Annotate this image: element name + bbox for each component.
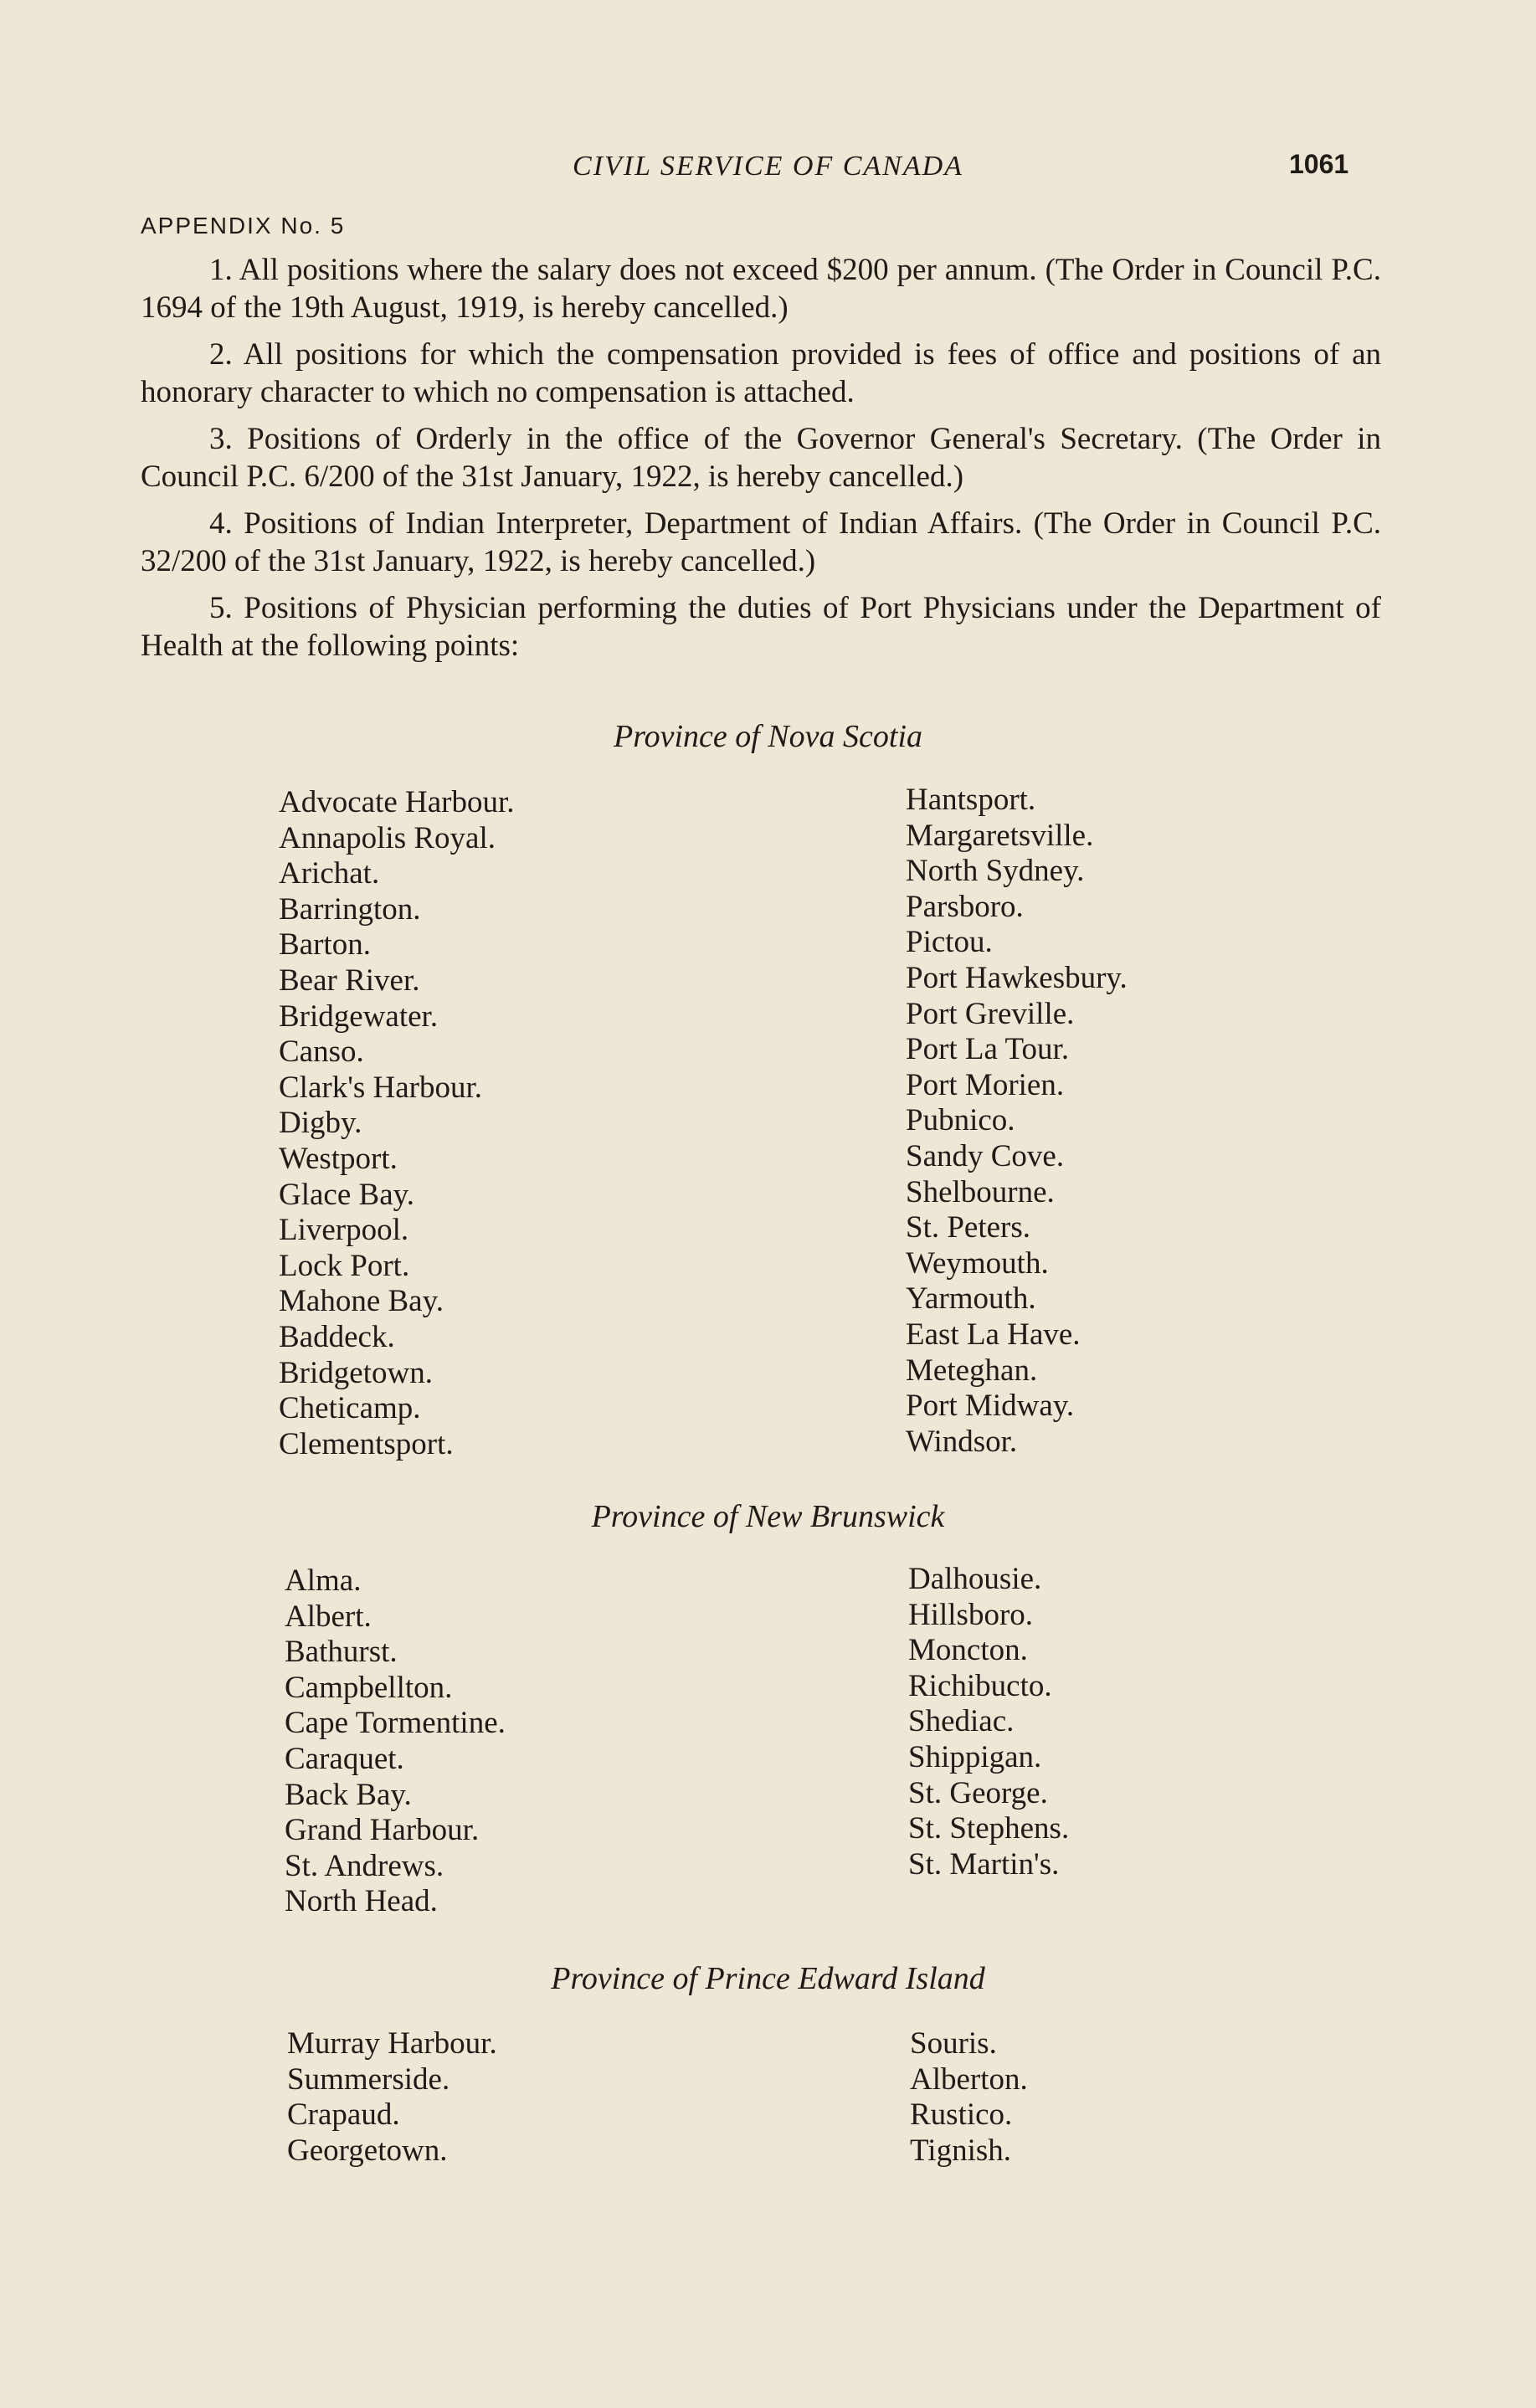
place-name: Bathurst.: [285, 1635, 398, 1670]
place-name: Cape Tormentine.: [285, 1706, 506, 1741]
place-name: Sandy Cove.: [906, 1138, 1065, 1173]
place-name: Clementsport.: [279, 1426, 454, 1461]
place-name: Liverpool.: [279, 1213, 409, 1248]
place-name: Pictou.: [906, 925, 993, 960]
place-name: Meteghan.: [906, 1353, 1038, 1388]
place-name: Mahone Bay.: [279, 1284, 444, 1319]
place-name: St. George.: [908, 1775, 1048, 1810]
place-name: St. Martin's.: [908, 1846, 1060, 1882]
place-name: Alma.: [285, 1563, 362, 1598]
place-name: Arichat.: [279, 856, 380, 891]
place-name: Caraquet.: [285, 1741, 404, 1776]
place-name: Moncton.: [908, 1633, 1028, 1668]
place-name: Bridgetown.: [279, 1355, 433, 1390]
place-name: Digby.: [279, 1106, 362, 1141]
paragraph-1: 1. All positions where the salary does not exceed $200 per annum. (The Order in Council P.C. 1694 of the 19th August, 1919, is hereby cancelled.): [141, 253, 1381, 325]
nova-scotia-left-list: [279, 785, 515, 1462]
place-name: Glace Bay.: [279, 1177, 414, 1212]
place-name: Annapolis Royal.: [279, 820, 496, 855]
place-name: Port La Tour.: [906, 1032, 1070, 1067]
place-name: Bridgewater.: [279, 999, 439, 1034]
place-name: Summerside.: [287, 2061, 450, 2097]
place-name: East La Have.: [906, 1317, 1081, 1352]
section-title-prince-edward-island: Province of Prince Edward Island: [551, 1961, 985, 1996]
place-name: Shelbourne.: [906, 1174, 1055, 1209]
place-name: Westport.: [279, 1141, 398, 1176]
place-name: Albert.: [285, 1599, 372, 1634]
place-name: Port Morien.: [906, 1067, 1065, 1102]
place-name: Hantsport.: [906, 783, 1036, 817]
paragraph-2: 2. All positions for which the compensation provided is fees of office and positions of an honorary character to which no compensation is attached.: [141, 337, 1381, 409]
section-title-new-brunswick: Province of New Brunswick: [591, 1499, 945, 1534]
place-name: Alberton.: [910, 2061, 1028, 2097]
place-name: Back Bay.: [285, 1777, 412, 1812]
place-name: Baddeck.: [279, 1319, 395, 1354]
place-name: Souris.: [910, 2026, 997, 2061]
place-name: Hillsboro.: [908, 1597, 1034, 1632]
place-name: St. Andrews.: [285, 1848, 444, 1883]
place-name: North Head.: [285, 1884, 438, 1919]
place-name: Windsor.: [906, 1424, 1018, 1459]
place-name: North Sydney.: [906, 854, 1085, 889]
place-name: Campbellton.: [285, 1670, 453, 1705]
pei-right-list: [910, 2026, 1028, 2169]
place-name: Tignish.: [910, 2133, 1012, 2168]
place-name: Shippigan.: [908, 1739, 1042, 1774]
place-name: Weymouth.: [906, 1245, 1049, 1281]
nova-scotia-right-list: [906, 783, 1128, 1460]
new-brunswick-left-list: [285, 1563, 506, 1920]
appendix-label: APPENDIX No. 5: [141, 213, 346, 239]
place-name: St. Peters.: [906, 1210, 1031, 1245]
paragraph-3: 3. Positions of Orderly in the office of the Governor General's Secretary. (The Order in Council P.C. 6/200 of the 31st January, 1922, is hereby cancelled.): [141, 422, 1381, 494]
place-name: Parsboro.: [906, 889, 1024, 924]
section-title-nova-scotia: Province of Nova Scotia: [614, 719, 922, 754]
place-name: Port Hawkesbury.: [906, 960, 1128, 995]
place-name: Cheticamp.: [279, 1391, 421, 1426]
place-name: Georgetown.: [287, 2133, 448, 2168]
place-name: Port Greville.: [906, 996, 1075, 1031]
running-head: CIVIL SERVICE OF CANADA: [573, 151, 963, 182]
place-name: Bear River.: [279, 963, 420, 998]
new-brunswick-right-list: [908, 1562, 1069, 1882]
place-name: Rustico.: [910, 2097, 1013, 2133]
place-name: Barrington.: [279, 891, 421, 927]
place-name: Grand Harbour.: [285, 1813, 480, 1848]
pei-left-list: [287, 2026, 497, 2169]
page-number: 1061: [1289, 149, 1349, 179]
place-name: Shediac.: [908, 1704, 1015, 1739]
place-name: Murray Harbour.: [287, 2026, 497, 2061]
body-text: [141, 251, 1381, 674]
place-name: Dalhousie.: [908, 1562, 1042, 1596]
place-name: Yarmouth.: [906, 1281, 1036, 1317]
place-name: Canso.: [279, 1035, 364, 1070]
place-name: Clark's Harbour.: [279, 1070, 483, 1105]
place-name: Port Midway.: [906, 1389, 1075, 1424]
paragraph-5: 5. Positions of Physician performing the duties of Port Physicians under the Department of Health at the following points:: [141, 591, 1381, 663]
paragraph-4: 4. Positions of Indian Interpreter, Department of Indian Affairs. (The Order in Council P.C. 32/200 of the 31st January, 1922, is hereby cancelled.): [141, 506, 1381, 578]
place-name: Crapaud.: [287, 2097, 400, 2133]
place-name: Lock Port.: [279, 1248, 410, 1283]
place-name: Pubnico.: [906, 1103, 1015, 1138]
place-name: Barton.: [279, 927, 371, 963]
place-name: St. Stephens.: [908, 1811, 1070, 1846]
place-name: Margaretsville.: [906, 818, 1094, 853]
place-name: Advocate Harbour.: [279, 785, 515, 819]
place-name: Richibucto.: [908, 1668, 1052, 1703]
